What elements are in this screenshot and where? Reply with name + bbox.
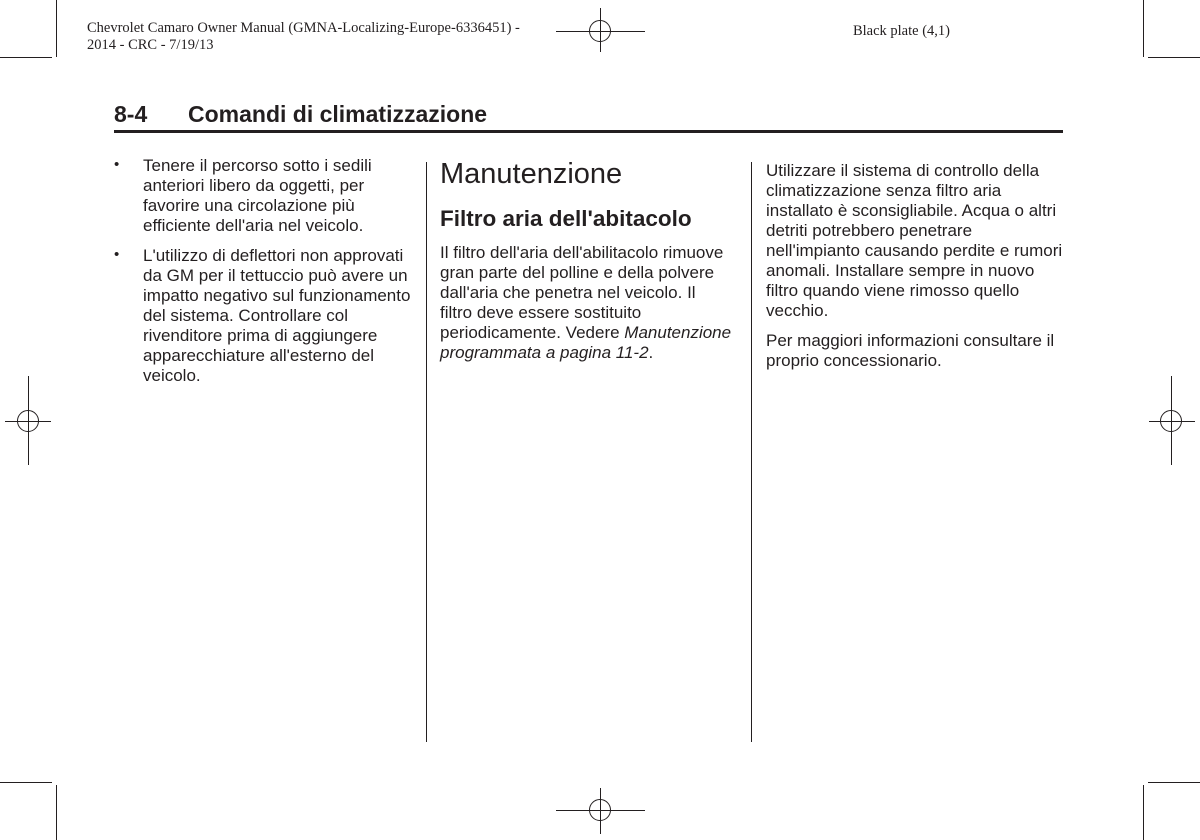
list-item-text: Tenere il percorso sotto i sedili anteriori libero da oggetti, per favorire una circolazione più efficiente dell'aria nel veicolo. <box>143 156 372 235</box>
body-text: Il filtro dell'aria dell'abilitacolo rimuove gran parte del polline e della polvere dall'aria che penetra nel veicolo. Il filtro deve essere sostituito periodicamente. Vedere <box>440 243 724 342</box>
print-meta-line1: Chevrolet Camaro Owner Manual (GMNA-Localizing-Europe-6336451) - <box>87 20 520 36</box>
column-divider-1 <box>426 162 427 742</box>
plate-label: Black plate (4,1) <box>852 23 950 39</box>
crop-mark-bottom-left-horizontal <box>0 782 52 783</box>
list-item-text: L'utilizzo di deflettori non approvati da GM per il tettuccio può avere un impatto negativo sul funzionamento del sistema. Controllare col rivenditore prima di aggiungere apparecchiature all'esterno del veicolo. <box>143 246 411 385</box>
column-3 <box>766 161 1066 381</box>
crop-mark-top-right-horizontal <box>1148 57 1200 58</box>
page-header <box>114 99 1062 129</box>
column-divider-2 <box>751 162 752 742</box>
subsection-title: Filtro aria dell'abitacolo <box>440 206 692 231</box>
crop-mark-bottom-left-vertical <box>56 785 57 840</box>
crop-mark-top-left-horizontal <box>0 57 52 58</box>
list-item <box>114 246 414 386</box>
bullet-list <box>114 156 414 386</box>
body-paragraph <box>440 243 732 363</box>
column-1 <box>114 156 414 396</box>
bullet-glyph: • <box>114 156 120 173</box>
header-rule <box>114 130 1063 133</box>
chapter-title: Comandi di climatizzazione <box>188 101 488 127</box>
page-number: 8-4 <box>114 101 148 127</box>
section-title: Manutenzione <box>440 158 623 190</box>
bullet-glyph: • <box>114 246 120 263</box>
crop-mark-top-left-vertical <box>56 0 57 57</box>
column-2 <box>440 157 732 373</box>
print-meta <box>87 20 520 54</box>
print-meta-line2: 2014 - CRC - 7/19/13 <box>87 37 214 53</box>
reference-end: . <box>648 343 654 362</box>
crop-mark-bottom-right-vertical <box>1143 785 1144 840</box>
crop-mark-top-right-vertical <box>1143 0 1144 57</box>
body-paragraph-2: Per maggiori informazioni consultare il proprio concessionario. <box>766 331 1055 370</box>
list-item <box>114 156 414 236</box>
cross-reference-link[interactable]: Manutenzione programmata a pagina 11-2 <box>440 323 732 362</box>
crop-mark-bottom-right-horizontal <box>1148 782 1200 783</box>
body-paragraph-1: Utilizzare il sistema di controllo della climatizzazione senza filtro aria installato è sconsigliabile. Acqua o altri detriti potrebbero penetrare nell'impianto causando perdite e rumori anomali. Installare sempre in nuovo filtro quando viene rimosso quello vecchio. <box>766 161 1063 320</box>
